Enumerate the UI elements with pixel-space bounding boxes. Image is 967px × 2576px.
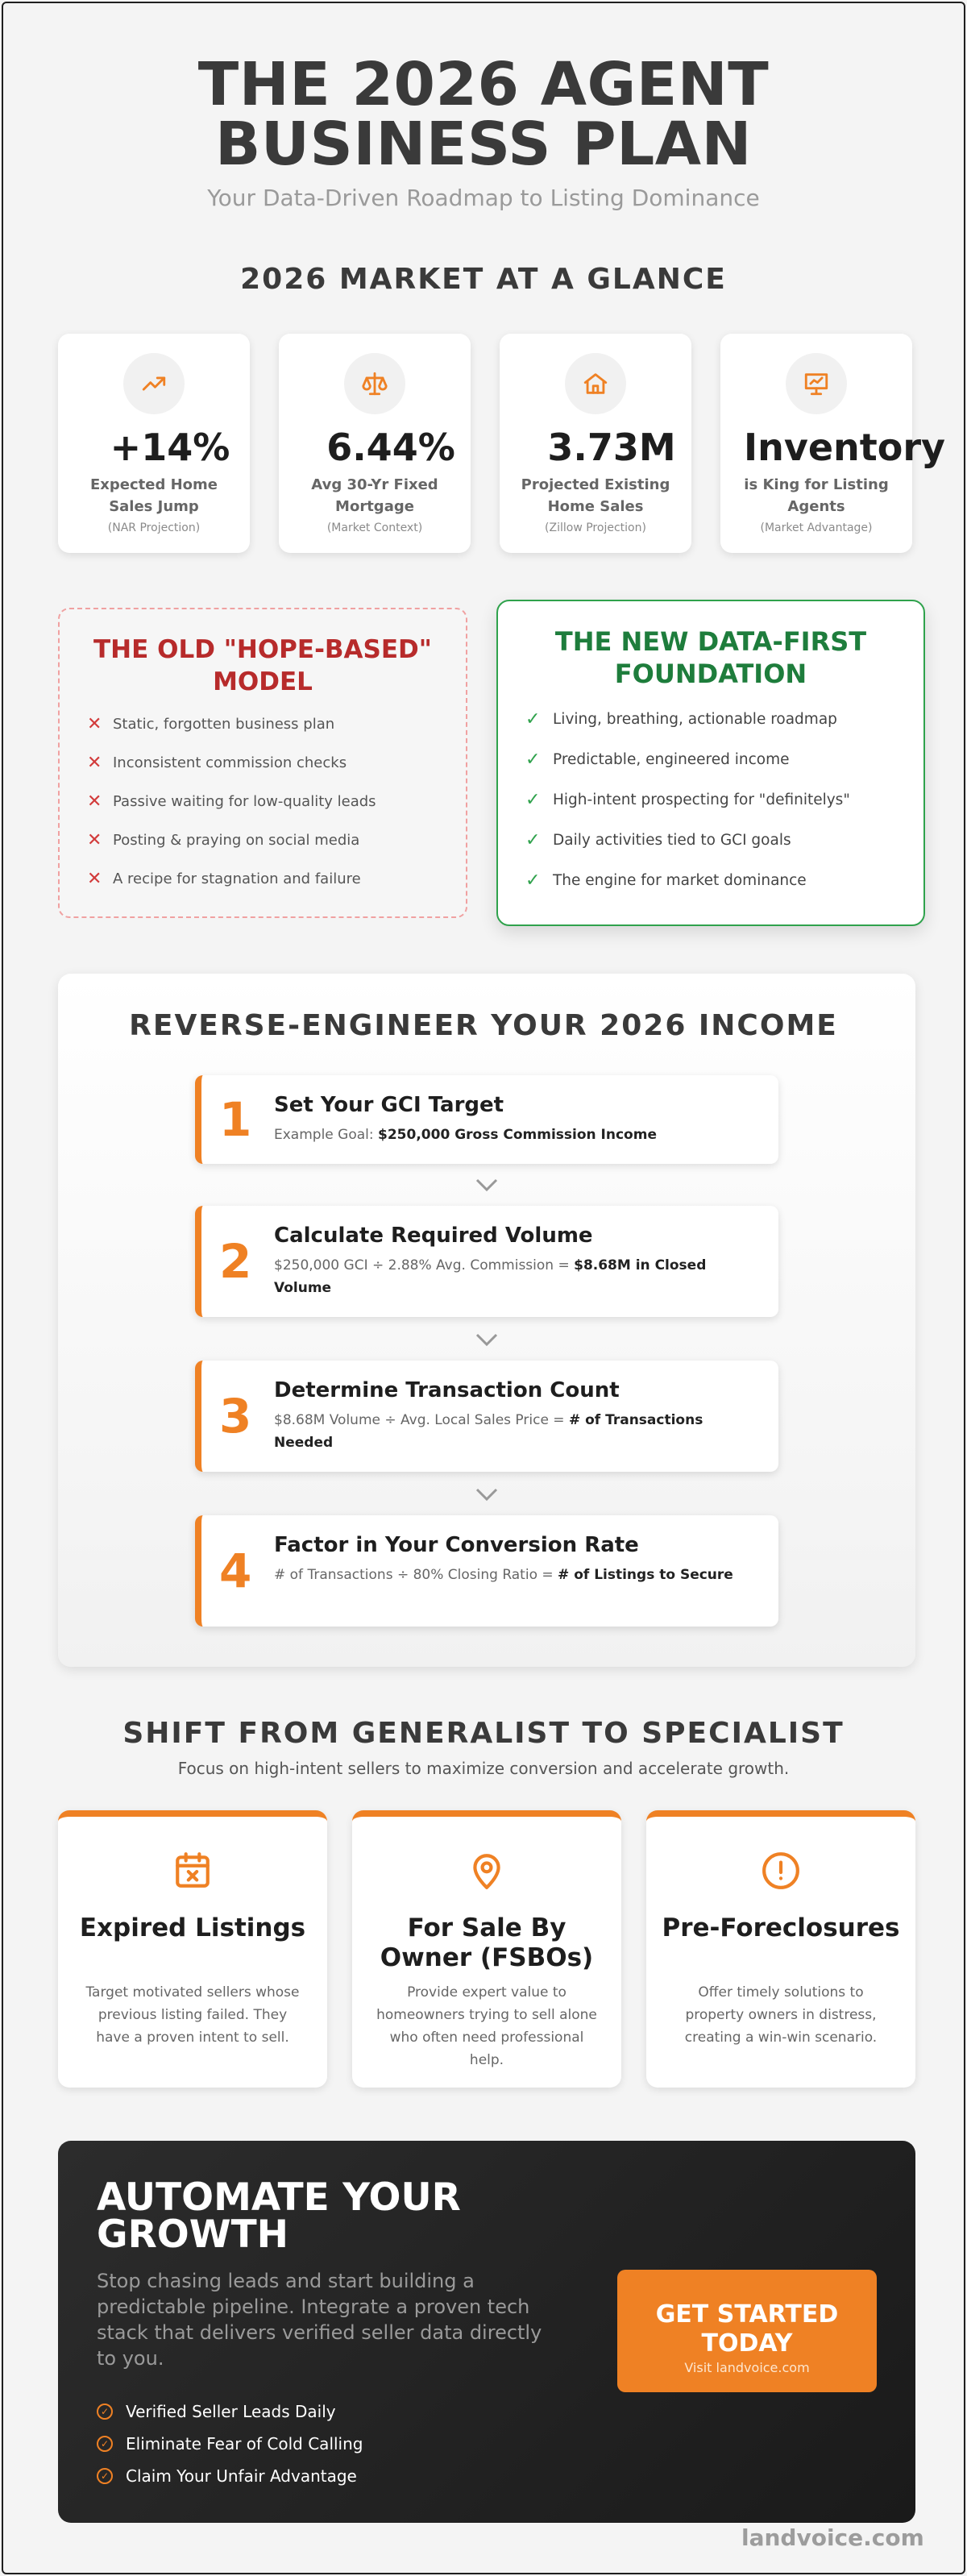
step-desc: $8.68M Volume ÷ Avg. Local Sales Price = # of Transactions Needed <box>274 1412 703 1451</box>
step-title: Set Your GCI Target <box>274 1093 504 1117</box>
step-card <box>195 1361 778 1472</box>
step-number: 1 <box>219 1092 252 1147</box>
step-desc: Example Goal: $250,000 Gross Commission Income <box>274 1127 657 1143</box>
market-heading: 2026 MARKET AT A GLANCE <box>240 263 727 296</box>
specialist-card-title: Pre-Foreclosures <box>662 1913 900 1942</box>
new-model-card <box>496 600 925 926</box>
step-number: 3 <box>219 1389 252 1444</box>
list-item: ✓ Living, breathing, actionable roadmap <box>525 709 837 729</box>
list-item: ✓ Verified Seller Leads Daily <box>97 2395 363 2428</box>
stat-value: 3.73M <box>547 426 676 469</box>
get-started-button[interactable] <box>617 2270 877 2392</box>
x-icon: ✕ <box>87 714 102 734</box>
stat-card <box>500 334 691 553</box>
chevron-down-icon <box>474 1177 500 1193</box>
specialist-card-desc: Provide expert value to homeowners trying to sell alone who often need professional help. <box>376 1984 597 2068</box>
cta-text: Stop chasing leads and start building a predictable pipeline. Integrate a proven tech stack that delivers verified seller data directly to you. <box>97 2270 542 2370</box>
cta-bullets <box>97 2395 363 2492</box>
check-icon: ✓ <box>525 830 541 850</box>
stat-label: Expected Home Sales Jump <box>89 476 218 515</box>
check-icon: ✓ <box>525 750 541 770</box>
list-item: ✕ Posting & praying on social media <box>87 830 360 850</box>
stat-note: (Market Context) <box>326 521 423 534</box>
stat-label: is King for Listing Agents <box>744 476 889 515</box>
specialist-card <box>646 1810 915 2088</box>
list-item: ✓ Claim Your Unfair Advantage <box>97 2460 363 2492</box>
specialist-card <box>352 1810 621 2088</box>
alert-circle-icon <box>761 1851 801 1891</box>
stat-note: (Zillow Projection) <box>545 521 646 534</box>
get-started-label: GET STARTED TODAY <box>655 2300 839 2358</box>
stat-card <box>279 334 471 553</box>
check-circle-icon: ✓ <box>97 2468 113 2484</box>
stat-card <box>58 334 250 553</box>
step-desc: # of Transactions ÷ 80% Closing Ratio = # of Listings to Secure <box>274 1567 733 1583</box>
page-frame <box>2 2 965 2574</box>
scale-icon <box>344 353 405 414</box>
specialist-card-desc: Target motivated sellers whose previous listing failed. They have a proven intent to sell. <box>85 1984 300 2046</box>
footer-brand: landvoice.com <box>741 2524 924 2551</box>
new-model-heading: THE NEW DATA-FIRST FOUNDATION <box>554 626 867 689</box>
check-icon: ✓ <box>525 709 541 729</box>
list-item: ✕ Static, forgotten business plan <box>87 714 335 734</box>
step-number: 4 <box>219 1544 252 1598</box>
trend-up-icon <box>123 353 185 414</box>
specialist-heading: SHIFT FROM GENERALIST TO SPECIALIST <box>122 1717 845 1750</box>
old-model-list <box>87 716 376 909</box>
home-icon <box>565 353 626 414</box>
cta-heading: AUTOMATE YOUR GROWTH <box>97 2175 461 2257</box>
list-item: ✓ Eliminate Fear of Cold Calling <box>97 2428 363 2460</box>
old-model-heading: THE OLD "HOPE-BASED" MODEL <box>93 635 432 696</box>
list-item: ✕ Passive waiting for low-quality leads <box>87 791 376 812</box>
stat-label: Avg 30-Yr Fixed Mortgage <box>311 476 438 515</box>
stat-value: +14% <box>110 426 230 469</box>
list-item: ✓ Daily activities tied to GCI goals <box>525 830 791 850</box>
new-model-list <box>525 711 850 912</box>
list-item: ✓ High-intent prospecting for "definitelys" <box>525 790 850 810</box>
step-card <box>195 1515 778 1627</box>
get-started-sublabel: Visit landvoice.com <box>684 2360 810 2375</box>
step-card <box>195 1075 778 1164</box>
calendar-x-icon <box>172 1851 213 1891</box>
step-title: Calculate Required Volume <box>274 1224 593 1248</box>
cta-panel <box>58 2141 915 2523</box>
specialist-card-title: Expired Listings <box>79 1913 306 1942</box>
list-item: ✕ A recipe for stagnation and failure <box>87 869 361 889</box>
x-icon: ✕ <box>87 830 102 850</box>
list-item: ✓ The engine for market dominance <box>525 870 807 891</box>
x-icon: ✕ <box>87 791 102 812</box>
stat-note: (Market Advantage) <box>760 521 873 534</box>
list-item: ✓ Predictable, engineered income <box>525 750 790 770</box>
old-model-card <box>58 608 467 918</box>
specialist-subheading: Focus on high-intent sellers to maximize conversion and accelerate growth. <box>177 1759 790 1778</box>
income-heading: REVERSE-ENGINEER YOUR 2026 INCOME <box>129 1009 838 1042</box>
specialist-card-title: For Sale By Owner (FSBOs) <box>380 1913 594 1972</box>
stat-note: (NAR Projection) <box>107 521 201 534</box>
list-item: ✕ Inconsistent commission checks <box>87 753 347 773</box>
step-title: Determine Transaction Count <box>274 1378 620 1402</box>
x-icon: ✕ <box>87 869 102 889</box>
page-subtitle: Your Data-Driven Roadmap to Listing Dominance <box>207 185 760 211</box>
check-circle-icon: ✓ <box>97 2436 113 2452</box>
step-number: 2 <box>219 1234 252 1289</box>
x-icon: ✕ <box>87 753 102 773</box>
page-title: THE 2026 AGENT BUSINESS PLAN <box>197 50 770 179</box>
specialist-card-desc: Offer timely solutions to property owners in distress, creating a win-win scenario. <box>684 1984 878 2046</box>
step-card <box>195 1206 778 1317</box>
stat-card <box>720 334 946 553</box>
stat-label: Projected Existing Home Sales <box>521 476 670 515</box>
step-title: Factor in Your Conversion Rate <box>274 1533 639 1557</box>
step-desc: $250,000 GCI ÷ 2.88% Avg. Commission = $8.68M in Closed Volume <box>274 1257 707 1296</box>
check-icon: ✓ <box>525 870 541 891</box>
chevron-down-icon <box>474 1486 500 1502</box>
stat-value: 6.44% <box>326 426 455 469</box>
map-pin-icon <box>467 1851 507 1891</box>
chevron-down-icon <box>474 1332 500 1348</box>
check-circle-icon: ✓ <box>97 2404 113 2420</box>
stat-value: Inventory <box>743 426 946 469</box>
specialist-card <box>58 1810 327 2088</box>
presentation-icon <box>786 353 847 414</box>
check-icon: ✓ <box>525 790 541 810</box>
